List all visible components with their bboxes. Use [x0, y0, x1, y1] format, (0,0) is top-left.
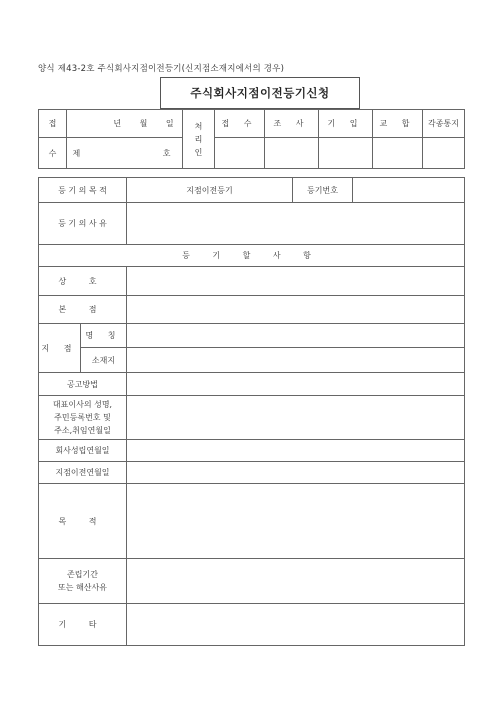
relocation-date-input[interactable] — [127, 462, 465, 484]
representative-input[interactable] — [127, 396, 465, 440]
established-date-input[interactable] — [127, 440, 465, 462]
form-header: 양식 제43-2호 주식회사지점이전등기(신지점소재지에서의 경우) — [38, 64, 285, 74]
stamp-cell-entry[interactable] — [319, 138, 373, 169]
form-title: 주식회사지점이전등기신청 — [160, 77, 360, 109]
stamp-cell-receipt[interactable] — [215, 138, 265, 169]
purpose-label: 등 기 의 목 적 — [39, 178, 127, 203]
representative-label-line-3: 주소,취임연월일 — [54, 426, 111, 435]
registration-number-input[interactable] — [353, 178, 465, 203]
trade-name-input[interactable] — [127, 267, 465, 296]
branch-name-label: 명 칭 — [81, 324, 127, 348]
processing-label-3: 인 — [194, 147, 203, 157]
processing-label-2: 리 — [194, 134, 203, 144]
date-day-label: 일 — [165, 119, 174, 128]
processing-col-receipt: 접 수 — [215, 110, 265, 138]
reception-date[interactable] — [67, 110, 183, 138]
number-suffix: 호 — [162, 148, 171, 158]
number-prefix: 제 — [72, 148, 81, 158]
reason-label: 등 기 의 사 유 — [39, 203, 127, 245]
processing-col-investigation: 조 사 — [265, 110, 319, 138]
head-office-input[interactable] — [127, 296, 465, 324]
reception-label-bottom: 수 — [39, 138, 67, 169]
processing-col-entry: 기 입 — [319, 110, 373, 138]
reason-input[interactable] — [127, 203, 465, 245]
established-date-label: 회사성립연월일 — [39, 440, 127, 462]
public-notice-input[interactable] — [127, 373, 465, 396]
trade-name-label: 상 호 — [39, 267, 127, 296]
purpose-field-label: 목 적 — [39, 484, 127, 559]
others-label: 기 타 — [39, 604, 127, 646]
branch-location-input[interactable] — [127, 348, 465, 373]
representative-label-line-2: 주민등록번호 및 — [54, 413, 111, 422]
stamp-cell-notice[interactable] — [423, 138, 465, 169]
others-input[interactable] — [127, 604, 465, 646]
processing-col-notice: 각종통지 — [423, 110, 465, 138]
duration-input[interactable] — [127, 559, 465, 604]
duration-label-line-2: 또는 해산사유 — [58, 583, 107, 592]
processing-label — [183, 110, 215, 169]
reception-label-top: 접 — [39, 110, 67, 138]
registration-table — [38, 177, 465, 646]
date-year-label: 년 — [113, 119, 122, 128]
stamp-cell-collation[interactable] — [373, 138, 423, 169]
reception-number[interactable] — [67, 138, 183, 169]
reception-processing-box — [38, 109, 465, 169]
purpose-field-input[interactable] — [127, 484, 465, 559]
processing-label-1: 처 — [194, 121, 203, 131]
head-office-label: 본 점 — [39, 296, 127, 324]
relocation-date-label: 지점이전연월일 — [39, 462, 127, 484]
branch-name-input[interactable] — [127, 324, 465, 348]
processing-col-collation: 교 합 — [373, 110, 423, 138]
branch-location-label: 소재지 — [81, 348, 127, 373]
representative-label-line-1: 대표이사의 성명, — [52, 400, 113, 409]
representative-label — [39, 396, 127, 440]
registration-number-label: 등기번호 — [293, 178, 353, 203]
date-month-label: 월 — [139, 119, 148, 128]
matters-header: 등 기 할 사 항 — [39, 245, 465, 267]
public-notice-label: 공고방법 — [39, 373, 127, 396]
branch-label: 지 점 — [39, 324, 81, 373]
duration-label-line-1: 존립기간 — [67, 570, 98, 579]
purpose-value[interactable]: 지점이전등기 — [127, 178, 293, 203]
duration-label — [39, 559, 127, 604]
stamp-cell-investigation[interactable] — [265, 138, 319, 169]
